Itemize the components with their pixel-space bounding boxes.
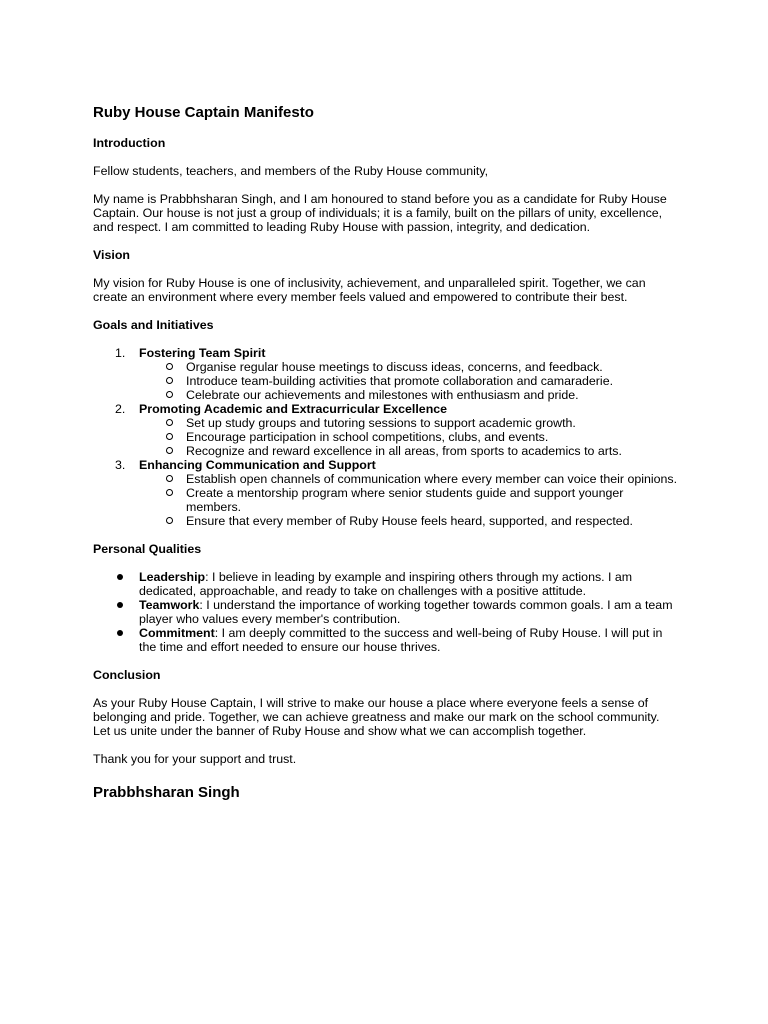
goal-point: Set up study groups and tutoring sessions to support academic growth. xyxy=(186,416,678,430)
introduction-body: My name is Prabbhsharan Singh, and I am honoured to stand before you as a candidate for Ruby House Captain. Our house is not just a group of individuals; it is a family, built on the pillars of unity, excellence, and respect. I am committed to leading Ruby House with passion, integrity, and dedication. xyxy=(93,192,667,234)
quality-label: Teamwork xyxy=(139,598,200,612)
goal-number: 2. xyxy=(115,402,126,416)
goal-number: 1. xyxy=(115,346,126,360)
quality-item xyxy=(139,598,678,626)
conclusion-thanks: Thank you for your support and trust. xyxy=(93,752,297,766)
goal-item xyxy=(115,346,678,402)
goal-item xyxy=(115,402,678,458)
conclusion-body: As your Ruby House Captain, I will strive to make our house a place where everyone feels a sense of belonging and pride. Together, we can achieve greatness and make our mark on the school community. Let us unite under the banner of Ruby House and show what we can accomplish together. xyxy=(93,696,660,738)
goal-point: Recognize and reward excellence in all areas, from sports to academics to arts. xyxy=(186,444,678,458)
introduction-heading: Introduction xyxy=(93,136,166,150)
goal-points xyxy=(139,416,678,458)
goal-item xyxy=(115,458,678,528)
quality-item xyxy=(139,570,678,598)
signature-name: Prabbhsharan Singh xyxy=(93,784,240,801)
qualities-list xyxy=(93,570,678,654)
goals-list xyxy=(93,346,678,528)
vision-heading: Vision xyxy=(93,248,130,262)
goal-point: Establish open channels of communication where every member can voice their opinions. xyxy=(186,472,678,486)
goal-number: 3. xyxy=(115,458,126,472)
qualities-heading: Personal Qualities xyxy=(93,542,202,556)
quality-text: : I am deeply committed to the success and well-being of Ruby House. I will put in the time and effort needed to ensure our house thrives. xyxy=(139,626,663,654)
introduction-greeting: Fellow students, teachers, and members of the Ruby House community, xyxy=(93,164,489,178)
document-title: Ruby House Captain Manifesto xyxy=(93,104,314,121)
quality-label: Commitment xyxy=(139,626,215,640)
goal-point: Introduce team-building activities that promote collaboration and camaraderie. xyxy=(186,374,678,388)
goal-point: Celebrate our achievements and milestones with enthusiasm and pride. xyxy=(186,388,678,402)
goal-point: Ensure that every member of Ruby House feels heard, supported, and respected. xyxy=(186,514,678,528)
conclusion-heading: Conclusion xyxy=(93,668,161,682)
goal-point: Create a mentorship program where senior students guide and support younger members. xyxy=(186,486,678,514)
quality-item xyxy=(139,626,678,654)
goal-points xyxy=(139,360,678,402)
goals-heading: Goals and Initiatives xyxy=(93,318,214,332)
goal-title: Enhancing Communication and Support xyxy=(139,458,376,472)
goal-point: Organise regular house meetings to discuss ideas, concerns, and feedback. xyxy=(186,360,678,374)
quality-text: : I understand the importance of working together towards common goals. I am a team player who values every member's contribution. xyxy=(139,598,673,626)
goal-points xyxy=(139,472,678,528)
quality-text: : I believe in leading by example and inspiring others through my actions. I am dedicated, approachable, and ready to take on challenges with a positive attitude. xyxy=(139,570,633,598)
goal-title: Fostering Team Spirit xyxy=(139,346,266,360)
goal-title: Promoting Academic and Extracurricular Excellence xyxy=(139,402,448,416)
quality-label: Leadership xyxy=(139,570,206,584)
goal-point: Encourage participation in school competitions, clubs, and events. xyxy=(186,430,678,444)
vision-body: My vision for Ruby House is one of inclusivity, achievement, and unparalleled spirit. Together, we can create an environment where every member feels valued and empowered to contribute their best. xyxy=(93,276,646,304)
